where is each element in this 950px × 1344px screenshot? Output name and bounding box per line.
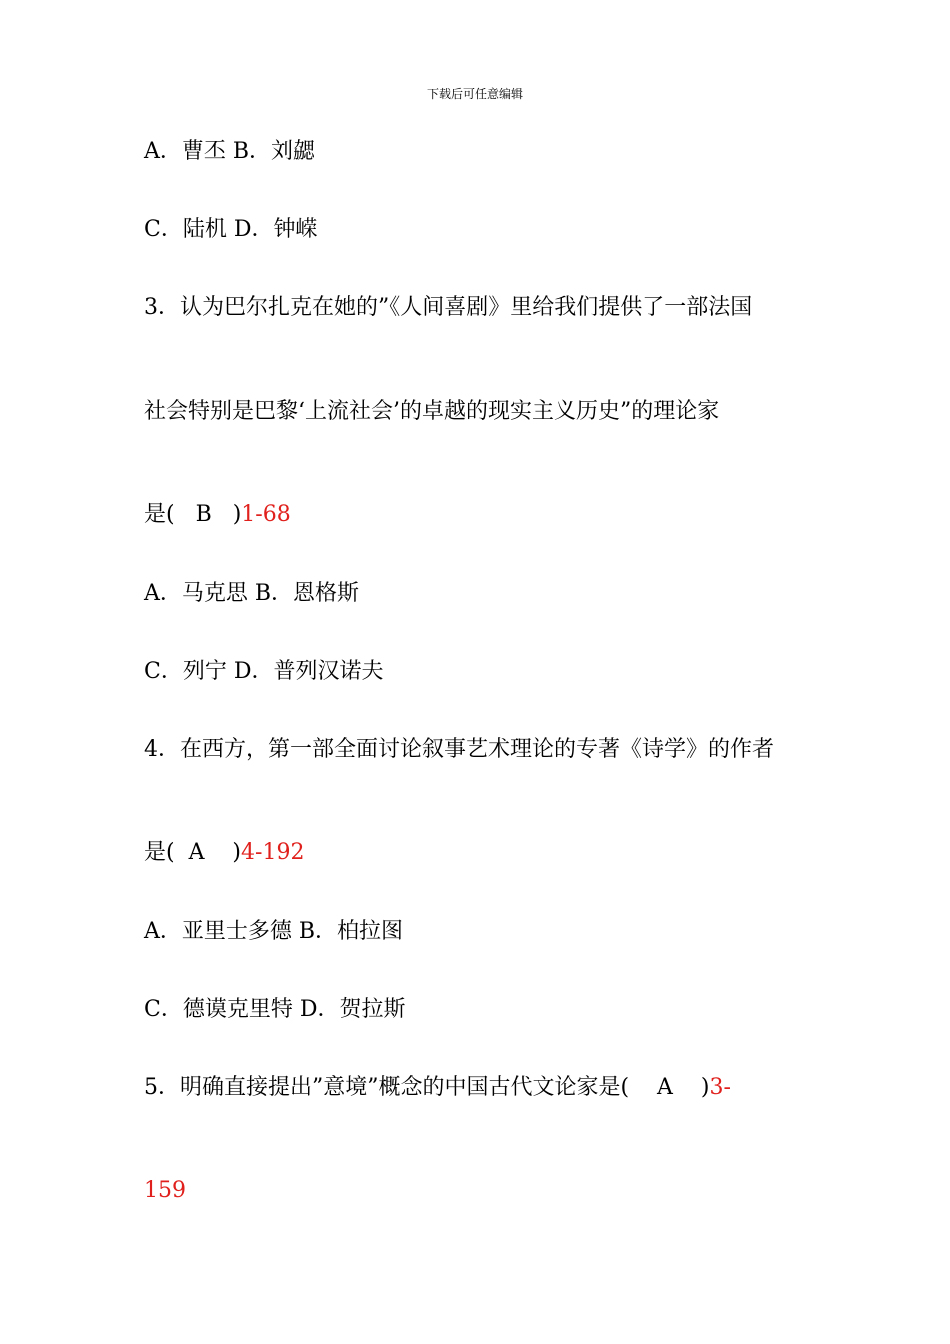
- q3-options-line-1: A．马克思 B．恩格斯: [144, 581, 360, 606]
- page-header: 下载后可任意编辑: [426, 87, 523, 101]
- q4-stem-line-2: [144, 838, 814, 868]
- q3-stem-line-2: 社会特别是巴黎‘上流社会’的卓越的现实主义历史”的理论家: [144, 399, 720, 424]
- q2-options-line-1: A．曹丕 B．刘勰: [144, 139, 316, 164]
- q3-stem-line-3: [144, 500, 814, 530]
- q3-reference: 1-68: [241, 502, 291, 527]
- q4-reference: 4-192: [241, 840, 305, 865]
- q3-options-line-2: C．列宁 D．普列汉诺夫: [144, 659, 384, 684]
- q4-stem-line-1: 4．在西方，第一部全面讨论叙事艺术理论的专著《诗学》的作者: [144, 737, 774, 762]
- q4-options-line-2: C．德谟克里特 D．贺拉斯: [144, 997, 406, 1022]
- q5-reference-part-1: 3-: [709, 1075, 731, 1100]
- q4-options-line-1: A．亚里士多德 B．柏拉图: [144, 919, 404, 944]
- q5-stem-text: 5．明确直接提出”意境”概念的中国古代文论家是( A ): [144, 1075, 710, 1100]
- q3-stem-line-1: 3．认为巴尔扎克在她的”《人间喜剧》里给我们提供了一部法国: [144, 295, 753, 320]
- q3-answer-text: 是( B ): [144, 502, 242, 527]
- q2-options-line-2: C．陆机 D．钟嵘: [144, 217, 318, 242]
- q5-reference-part-2: 159: [144, 1178, 186, 1203]
- q4-answer-text: 是( A ): [144, 840, 242, 865]
- q5-stem-line-1: [144, 1073, 814, 1103]
